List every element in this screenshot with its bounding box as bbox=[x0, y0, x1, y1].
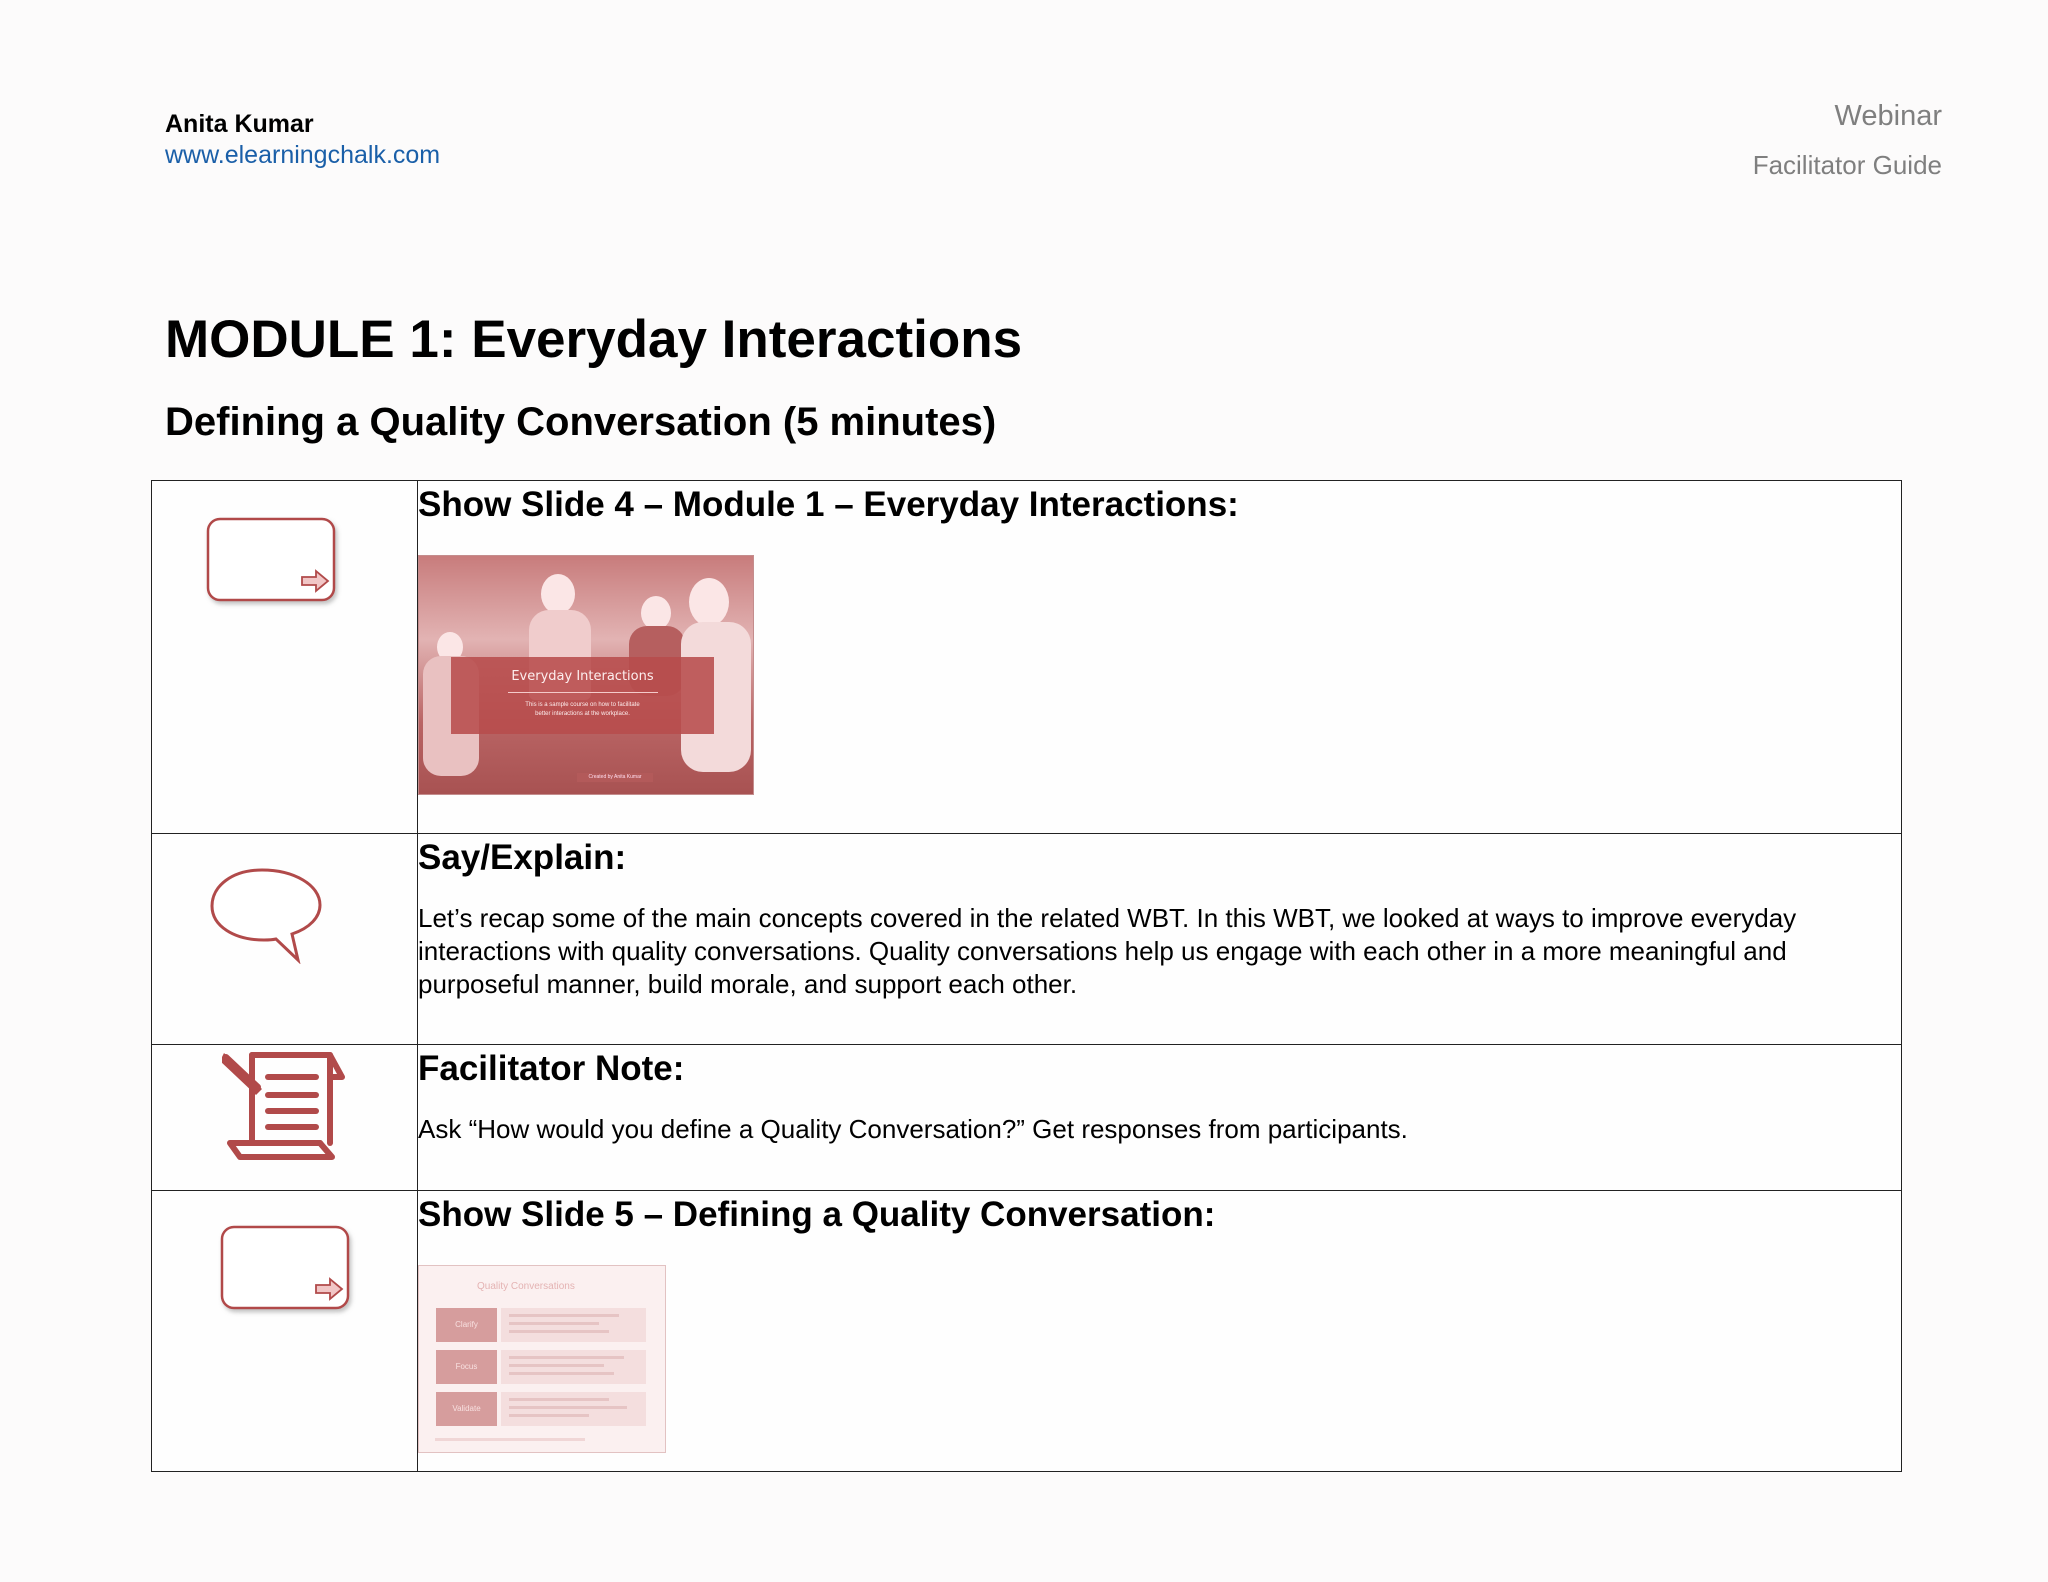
speech-bubble-icon bbox=[206, 864, 326, 964]
row-body-text: Ask “How would you define a Quality Conversation?” Get responses from participants. bbox=[418, 1114, 1408, 1144]
content-cell bbox=[418, 1045, 1902, 1191]
content-cell bbox=[418, 834, 1902, 1045]
document-type: Webinar bbox=[1834, 100, 1942, 132]
slide-tab: Focus bbox=[436, 1350, 497, 1384]
slide-icon bbox=[204, 515, 344, 611]
table-row bbox=[152, 1191, 1902, 1472]
table-row bbox=[152, 481, 1902, 834]
slide-title-overlay bbox=[451, 657, 714, 734]
row-heading: Show Slide 4 – Module 1 – Everyday Interactions: bbox=[418, 485, 1239, 524]
facilitator-table bbox=[151, 480, 1902, 1472]
table-row bbox=[152, 834, 1902, 1045]
icon-cell bbox=[152, 481, 418, 834]
author-name: Anita Kumar bbox=[165, 110, 314, 138]
table-row bbox=[152, 1045, 1902, 1191]
row-body-text: Let’s recap some of the main concepts covered in the related WBT. In this WBT, we looked at ways to improve everyday interactions with quality conversations. Quality conversations help us engage with each other in a more meaningful and purposeful manner, build morale, and support each other. bbox=[418, 903, 1797, 999]
row-heading: Facilitator Note: bbox=[418, 1049, 685, 1088]
icon-cell bbox=[152, 1045, 418, 1191]
slide-tab: Clarify bbox=[436, 1308, 497, 1342]
section-title: Defining a Quality Conversation (5 minutes) bbox=[165, 400, 997, 444]
icon-cell bbox=[152, 1191, 418, 1472]
slide-title: Everyday Interactions bbox=[511, 669, 654, 684]
slide-tab: Validate bbox=[436, 1392, 497, 1426]
content-cell bbox=[418, 1191, 1902, 1472]
row-heading: Say/Explain: bbox=[418, 838, 627, 877]
facilitator-note-icon bbox=[222, 1047, 352, 1161]
document-subtype: Facilitator Guide bbox=[1752, 150, 1942, 180]
slide-icon bbox=[218, 1223, 358, 1319]
slide-thumbnail bbox=[418, 1265, 666, 1453]
row-heading: Show Slide 5 – Defining a Quality Conversation: bbox=[418, 1195, 1216, 1234]
slide-title: Quality Conversations bbox=[477, 1281, 575, 1292]
content-cell bbox=[418, 481, 1902, 834]
divider bbox=[508, 692, 658, 693]
slide-subtitle: This is a sample course on how to facilitate better interactions at the workplace. bbox=[525, 702, 640, 717]
author-website-link[interactable]: www.elearningchalk.com bbox=[165, 141, 441, 169]
module-title: MODULE 1: Everyday Interactions bbox=[165, 310, 1023, 369]
slide-credit-button: Created by Anita Kumar bbox=[577, 773, 653, 782]
icon-cell bbox=[152, 834, 418, 1045]
slide-thumbnail bbox=[418, 555, 754, 795]
